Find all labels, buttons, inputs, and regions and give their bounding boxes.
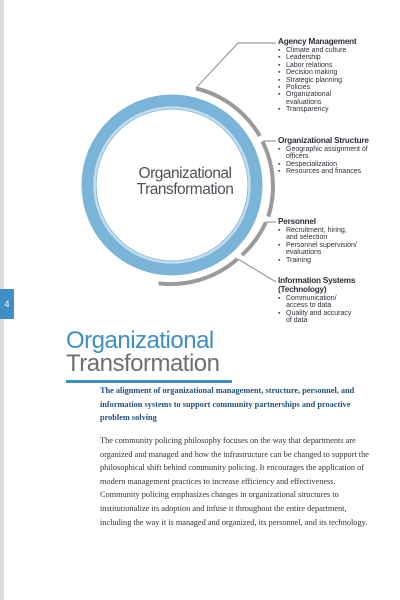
list-item: ▪ Personnel supervision/ evaluations	[278, 242, 364, 257]
connector-information-systems	[238, 259, 276, 282]
section-title-information-systems-line2: (Technology)	[278, 284, 327, 294]
list-agency-management	[278, 47, 398, 114]
diagram-center-title	[135, 166, 235, 198]
list-information-systems	[278, 295, 398, 325]
list-item: ▪ Resources and finances	[278, 168, 398, 175]
list-organizational-structure	[278, 146, 398, 176]
list-item: ▪ Labor relations	[278, 62, 398, 69]
section-title-information-systems	[278, 277, 355, 294]
intro-paragraph: The alignment of organizational management, structure, personnel, and information systems to support community partnerships and proactive problem solving	[100, 386, 355, 422]
list-item: ▪ Strategic planning	[278, 77, 398, 84]
list-item: ▪ Geographic assignment of officers	[278, 146, 368, 161]
list-personnel	[278, 227, 398, 264]
heading-line2: Transformation	[66, 350, 220, 377]
list-item: ▪ Leadership	[278, 54, 398, 61]
list-item: ▪ Transparency	[278, 106, 398, 113]
diagram-center-title-line1: Organizational	[138, 165, 232, 182]
page-number: 4	[4, 299, 10, 309]
section-title-information-systems-line1: Information Systems	[278, 276, 356, 285]
heading-line1: Organizational	[66, 327, 214, 354]
section-title-personnel: Personnel	[278, 217, 316, 226]
connector-agency-management	[196, 43, 238, 88]
list-item: ▪ Training	[278, 257, 398, 264]
diagram-center-title-line2: Transformation	[136, 181, 234, 198]
section-title-organizational-structure: Organizational Structure	[278, 136, 369, 145]
list-item: ▪ Organizational evaluations	[278, 91, 344, 106]
outer-arc-organizational-structure	[262, 141, 273, 216]
list-item: ▪ Policies	[278, 84, 398, 91]
heading-rule	[66, 380, 232, 383]
list-item: ▪ Recruitment, hiring, and selection	[278, 227, 356, 242]
section-title-agency-management: Agency Management	[278, 37, 357, 46]
list-item: ▪ Communication/ access to data	[278, 295, 348, 310]
list-item: ▪ Climate and culture	[278, 47, 398, 54]
list-item: ▪ Decision making	[278, 69, 398, 76]
body-paragraph: The community policing philosophy focuses on the way that departments are organized and managed and how the infrastructure can be changed to support the philosophical shift behind community policing. It encourages the application of modern management practices to increase efficiency and effectiveness. Community policing emphasizes changes in organizational structures to institutionalize its adoption and infuse it throughout the entire department, including the way it is managed and organized, its personnel, and its technology.	[100, 436, 369, 527]
list-item: ▪ Despecialization	[278, 161, 398, 168]
list-item: ▪ Quality and accuracy of data	[278, 310, 356, 325]
